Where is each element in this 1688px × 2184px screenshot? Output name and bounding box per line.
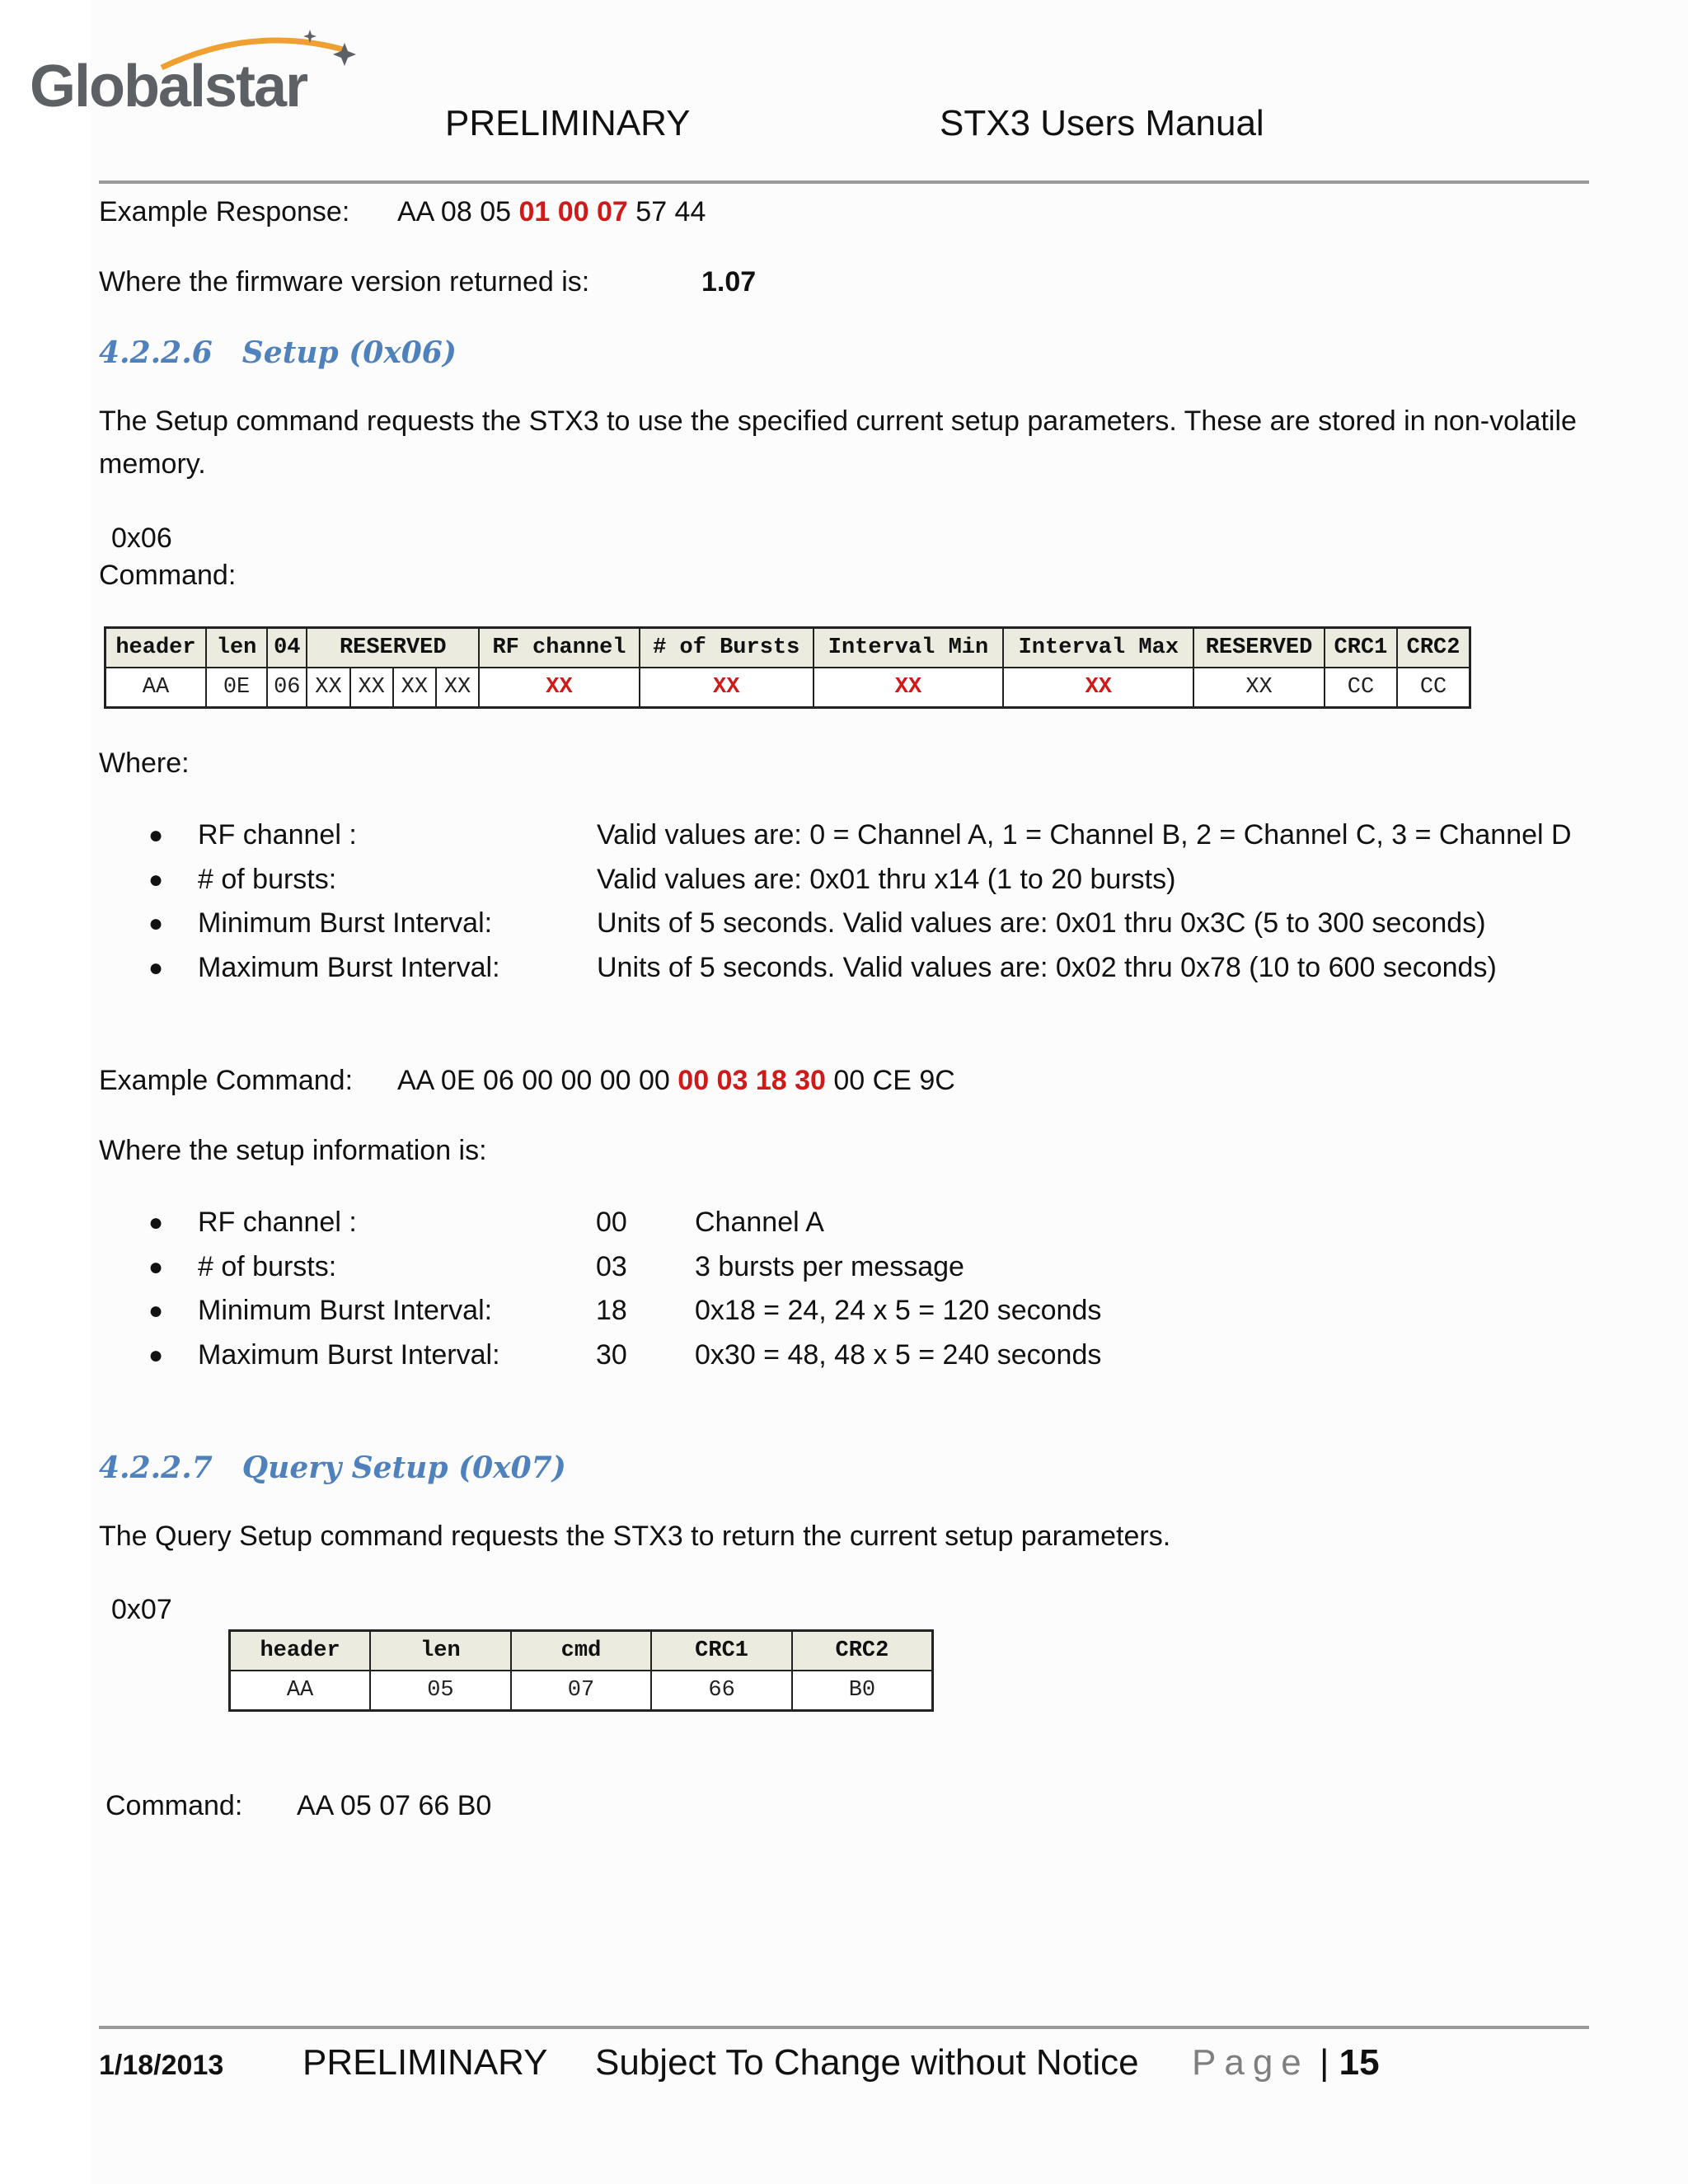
table-cell: 07 [511, 1671, 652, 1711]
setup-info-list [148, 1201, 1385, 1377]
table-header-cell: Interval Min [814, 628, 1004, 668]
setup-heading-title: Setup (0x06) [241, 335, 457, 370]
table-cell: 66 [651, 1671, 792, 1711]
firmware-value: 1.07 [701, 266, 757, 298]
table-header-cell: cmd [511, 1631, 652, 1671]
list-item-description: Valid values are: 0 = Channel A, 1 = Channel B, 2 = Channel C, 3 = Channel D [597, 819, 1572, 851]
list-item-description: 0x30 = 48, 48 x 5 = 240 seconds [695, 1338, 1102, 1371]
table-cell: CC [1325, 668, 1397, 708]
footer-page-number: 15 [1339, 2042, 1380, 2083]
query-heading [99, 1446, 566, 1489]
list-item-label: Maximum Burst Interval: [198, 1338, 500, 1371]
footer-separator: | [1320, 2042, 1329, 2083]
setup-command-label: Command: [99, 560, 237, 591]
example-response-pre: AA 08 05 [397, 196, 512, 227]
list-item-description: 3 bursts per message [695, 1250, 964, 1282]
table-cell: XX [436, 668, 479, 708]
bullet-icon: ● [148, 1253, 164, 1281]
table-cell: B0 [792, 1671, 933, 1711]
bullet-icon: ● [148, 954, 164, 982]
list-item [148, 1201, 1385, 1245]
list-item-label: # of bursts: [198, 1250, 337, 1282]
query-command-value: AA 05 07 66 B0 [297, 1790, 492, 1821]
example-command-highlight: 00 03 18 30 [678, 1065, 826, 1096]
footer-date: 1/18/2013 [99, 2050, 224, 2081]
table-header-cell: CRC2 [792, 1631, 933, 1671]
example-command-post: 00 CE 9C [833, 1065, 955, 1096]
table-header-cell: CRC1 [1325, 628, 1397, 668]
example-response-value [397, 190, 706, 233]
setup-code: 0x06 [111, 523, 172, 554]
query-description: The Query Setup command requests the STX3 to return the current setup parameters. [99, 1521, 1171, 1552]
logo-text: Globalstar [30, 54, 307, 120]
query-heading-number: 4.2.2.7 [99, 1451, 213, 1485]
list-item [148, 1245, 1385, 1290]
table-cell: XX [393, 668, 436, 708]
table-header-cell: RESERVED [307, 628, 479, 668]
list-item-label: Minimum Burst Interval: [198, 1295, 493, 1326]
footer-rule [99, 2026, 1589, 2029]
table-cell: AA [106, 668, 206, 708]
query-command-label: Command: [106, 1790, 243, 1821]
firmware-text: Where the firmware version returned is: [99, 266, 590, 298]
query-table-value-row [230, 1671, 933, 1711]
table-header-cell: RESERVED [1193, 628, 1325, 668]
footer-status: PRELIMINARY [302, 2042, 548, 2083]
list-item-value: 03 [596, 1250, 627, 1282]
bullet-icon: ● [148, 822, 164, 849]
bullet-icon: ● [148, 1209, 164, 1236]
list-item [148, 858, 1582, 902]
list-item [148, 813, 1582, 858]
footer-notice: Subject To Change without Notice [595, 2042, 1139, 2083]
list-item-value: 18 [596, 1295, 627, 1326]
example-command-pre: AA 0E 06 00 00 00 00 [397, 1065, 670, 1096]
where-label: Where: [99, 748, 190, 779]
example-response-post: 57 44 [635, 196, 706, 227]
list-item-description: Valid values are: 0x01 thru x14 (1 to 20 bursts) [597, 863, 1176, 895]
table-header-cell: CRC1 [651, 1631, 792, 1671]
setup-command-table [104, 626, 1471, 709]
table-header-cell: header [230, 1631, 371, 1671]
setup-heading-number: 4.2.2.6 [99, 335, 213, 370]
header-rule [99, 180, 1589, 184]
example-response-label: Example Response: [99, 196, 350, 227]
example-command-label: Example Command: [99, 1065, 354, 1096]
setup-table-value-row [106, 668, 1470, 708]
example-response-highlight: 01 00 07 [518, 196, 628, 227]
setup-info-label: Where the setup information is: [99, 1135, 487, 1166]
bullet-icon: ● [148, 910, 164, 937]
table-cell: 06 [267, 668, 307, 708]
table-cell: 05 [370, 1671, 511, 1711]
list-item-label: RF channel : [198, 819, 357, 851]
list-item-value: 00 [596, 1207, 627, 1238]
setup-parameter-list [148, 813, 1582, 990]
table-header-cell: CRC2 [1397, 628, 1470, 668]
table-cell: XX [814, 668, 1004, 708]
list-item-label: Minimum Burst Interval: [198, 907, 493, 939]
list-item-label: Maximum Burst Interval: [198, 951, 500, 983]
header-doc-title: STX3 Users Manual [940, 103, 1264, 143]
query-command-table [228, 1629, 934, 1712]
list-item [148, 1289, 1385, 1333]
setup-heading [99, 331, 457, 374]
globalstar-logo [30, 25, 359, 120]
header-status: PRELIMINARY [445, 103, 691, 143]
table-cell: XX [307, 668, 349, 708]
list-item-value: 30 [596, 1338, 627, 1371]
query-heading-title: Query Setup (0x07) [241, 1451, 566, 1485]
table-header-cell: # of Bursts [640, 628, 814, 668]
table-cell: XX [1003, 668, 1193, 708]
table-cell: CC [1397, 668, 1470, 708]
table-cell: XX [479, 668, 640, 708]
table-header-cell: RF channel [479, 628, 640, 668]
footer-page [1192, 2040, 1380, 2086]
table-cell: XX [640, 668, 814, 708]
bullet-icon: ● [148, 1341, 164, 1369]
list-item [148, 902, 1582, 946]
setup-table-header-row [106, 628, 1470, 668]
bullet-icon: ● [148, 1297, 164, 1324]
list-item [148, 946, 1582, 991]
list-item-description: Units of 5 seconds. Valid values are: 0x01 thru 0x3C (5 to 300 seconds) [597, 907, 1486, 939]
example-command-value [397, 1059, 955, 1102]
list-item-label: RF channel : [198, 1207, 357, 1238]
setup-description-line1: The Setup command requests the STX3 to use the specified current setup parameters. These are stored in non-volatile [99, 405, 1577, 437]
table-header-cell: Interval Max [1003, 628, 1193, 668]
list-item-description: Channel A [695, 1207, 824, 1238]
query-code: 0x07 [111, 1594, 172, 1625]
footer-page-word: Page [1192, 2042, 1310, 2083]
table-cell: XX [350, 668, 393, 708]
table-header-cell: header [106, 628, 206, 668]
table-cell: 0E [206, 668, 267, 708]
setup-description-line2: memory. [99, 448, 206, 480]
list-item-description: 0x18 = 24, 24 x 5 = 120 seconds [695, 1295, 1102, 1326]
table-header-cell: 04 [267, 628, 307, 668]
table-header-cell: len [370, 1631, 511, 1671]
bullet-icon: ● [148, 865, 164, 893]
list-item [148, 1333, 1385, 1378]
query-table-header-row [230, 1631, 933, 1671]
list-item-description: Units of 5 seconds. Valid values are: 0x02 thru 0x78 (10 to 600 seconds) [597, 951, 1497, 983]
table-cell: AA [230, 1671, 371, 1711]
list-item-label: # of bursts: [198, 863, 337, 895]
table-header-cell: len [206, 628, 267, 668]
table-cell: XX [1193, 668, 1325, 708]
